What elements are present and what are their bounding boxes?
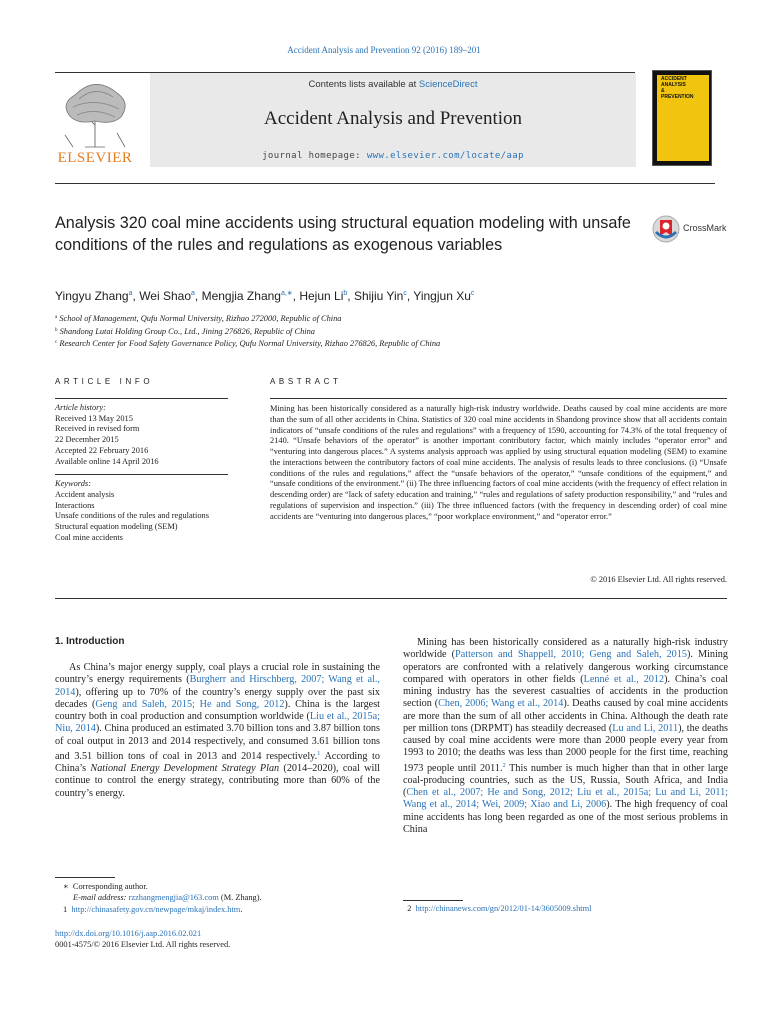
body-column-left: As China’s major energy supply, coal plays a crucial role in sustaining the country’s energy requirements (Burgherr and Hirschberg, 2007; Wang et al., 2014), offering up to 70% of the country’s energy supply over the past six decades (Geng and Saleh, 2015; He and Song, 2012). China is the largest country both in coal production and consumption worldwide (Liu et al., 2015a; Niu, 2014). China produced an estimated 3.70 billion tons and 3.87 billion tons of coal output in 2013 and 2014 respectively, and consumed 3.61 billion tons and 3.51 billion tons of coal in 2013 and 2014 respectively.$^1$ According to China’s National Energy Development Strategy Plan (2014–2020), coal will continue to control the energy strategy, contributing more than 60% of the country’s energy. bbox=[55, 662, 380, 799]
author-affiliation-mark: b bbox=[343, 290, 348, 297]
journal-homepage-line: journal homepage: www.elsevier.com/locate/aap bbox=[262, 151, 524, 161]
abstract-text: Mining has been historically considered as a naturally high-risk industry worldwide. Deaths caused by coal mine accidents are more than the sum of all other accidents in China. Statistics of 320 coal mine accidents in Shandong province show that all accidents contain indicators of “unsafe conditions of the rules and regulations” with a frequency of 1590, accounting for 74.3% of the total frequency of 2140. “Unsafe behaviors of the operator” is another important contributory factor, which mainly includes “operator error” and “venturing into dangerous places.” A systems analysis approach was applied by using structural equation modeling (SEM) to examine the interactions between the contributory factors of coal mine accidents. The analysis of results leads to three conclusions. (i) “Unsafe conditions of the rules and regulations,” affect the “unsafe behaviors of the operator,” “unsafe conditions of the equipment,” and “unsafe conditions of the environment.” (ii) The three influencing factors of coal mine accidents (with the frequency of effect relation in descending order) are “lack of safety education and training,” “rules and regulations of safety production responsibility,” and “rules and regulations of supervision and inspection.” (iii) The three influenced factors (with the frequency in descending order) of coal mine accidents are “venturing into dangerous places,” “poor workplace environment,” and “operator error.” bbox=[270, 404, 727, 521]
journal-cover-thumbnail[interactable] bbox=[652, 70, 712, 166]
author-name: Mengjia Zhang bbox=[201, 289, 281, 303]
journal-homepage-link[interactable]: www.elsevier.com/locate/aap bbox=[366, 151, 524, 161]
email-note: E-mail address: rzzhangmengjia@163.com (M. Zhang). bbox=[73, 893, 262, 903]
citation-link[interactable]: Liu et al., 2015a; Niu, 2014 bbox=[55, 711, 380, 735]
banner-bottom-rule bbox=[55, 183, 715, 184]
author-name: Yingyu Zhang bbox=[55, 289, 129, 303]
affiliation-item: $^a$ School of Management, Qufu Normal University, Rizhao 272000, Republic of China bbox=[55, 314, 342, 323]
footnotes-left bbox=[55, 881, 262, 915]
author-name: Yingjun Xu bbox=[413, 289, 471, 303]
doi-link[interactable]: http://dx.doi.org/10.1016/j.aap.2016.02.021 bbox=[55, 929, 202, 938]
elsevier-wordmark[interactable]: ELSEVIER bbox=[57, 150, 133, 166]
footnote-rule-left bbox=[55, 877, 115, 878]
author-name: Wei Shao bbox=[139, 289, 191, 303]
corresponding-author-note: ∗ Corresponding author. bbox=[63, 882, 148, 891]
keyword-item: Structural equation modeling (SEM) bbox=[55, 522, 178, 532]
footnote-1-link[interactable]: http://chinasafety.gov.cn/newpage/mkaj/index.htm bbox=[71, 904, 241, 914]
history-item: Received in revised form bbox=[55, 424, 140, 434]
affiliation-item: $^c$ Research Center for Food Safety Governance Policy, Qufu Normal University, Rizhao 276826, Republic of China bbox=[55, 339, 441, 348]
keyword-item: Interactions bbox=[55, 500, 95, 510]
citation-link[interactable]: Geng and Saleh, 2015; He and Song, 2012 bbox=[95, 698, 285, 710]
abstract-copyright: © 2016 Elsevier Ltd. All rights reserved. bbox=[590, 575, 727, 584]
journal-reference[interactable]: Accident Analysis and Prevention 92 (2016) 189–201 bbox=[287, 45, 481, 55]
crossmark-label: CrossMark bbox=[683, 223, 727, 233]
keywords-label: Keywords: bbox=[55, 479, 91, 489]
crossmark-icon bbox=[652, 214, 680, 244]
abstract-heading: ABSTRACT bbox=[270, 377, 342, 386]
citation-link[interactable]: Chen et al., 2007; He and Song, 2012; Liu et al., 2015a; Lu and Li, 2011; Wang et al., 2014; Wei, 2009; Xiao and Li, 2006 bbox=[403, 787, 728, 811]
citation-link[interactable]: Chen, 2006; Wang et al., 2014 bbox=[438, 698, 564, 710]
sciencedirect-link[interactable]: ScienceDirect bbox=[418, 79, 478, 90]
keyword-item: Accident analysis bbox=[55, 489, 115, 499]
history-label: Article history: bbox=[55, 403, 106, 412]
section-heading-introduction: 1. Introduction bbox=[55, 636, 125, 647]
cover-title: ACCIDENT ANALYSIS & PREVENTION bbox=[661, 76, 694, 100]
author-list: Yingyu Zhang$^a$, Wei Shao$^a$, Mengjia Zhang$^{a,∗}$, Hejun Li$^b$, Shijiu Yin$^c$, Yingjun Xu$^c$ bbox=[55, 289, 475, 303]
footnote-ref[interactable]: 2 bbox=[502, 761, 506, 769]
history-item: 22 December 2015 bbox=[55, 435, 119, 445]
crossmark-badge[interactable] bbox=[652, 214, 732, 244]
author-affiliation-mark: c bbox=[470, 290, 475, 297]
author-affiliation-mark: c bbox=[403, 290, 407, 297]
article-info-rule bbox=[55, 398, 228, 399]
article-info-block bbox=[55, 403, 230, 543]
history-item: Accepted 22 February 2016 bbox=[55, 445, 149, 455]
author-name: Hejun Li bbox=[299, 289, 344, 303]
author-affiliation-mark: a,∗ bbox=[280, 290, 293, 297]
keyword-item: Unsafe conditions of the rules and regulations bbox=[55, 511, 209, 521]
author-affiliation-mark: a bbox=[191, 290, 195, 297]
author-name: Shijiu Yin bbox=[353, 289, 404, 303]
history-item: Available online 14 April 2016 bbox=[55, 456, 159, 466]
footnote-rule-right bbox=[403, 900, 463, 901]
article-info-heading: ARTICLE INFO bbox=[55, 377, 154, 386]
doi-block bbox=[55, 928, 230, 951]
body-column-right: Mining has been historically considered as a naturally high-risk industry worldwide (Patterson and Shappell, 2010; Geng and Saleh, 2015). Mining operators are confronted with a relatively dangerous working circumstance compared with operators in other fields (Lenné et al., 2012). China’s coal mining industry has the severest casualties of accidents in the production section (Chen, 2006; Wang et al., 2014). Deaths caused by coal mine accidents are more than the sum of all other accidents in China. Although the death rate per million tons (DRPMT) has steadily decreased (Lu and Li, 2011), the deaths caused by coal mine accidents were more than 2000 people every year from 1993 to 2010; the deaths was less than 2000 people for the first time, reaching 1973 people until 2011.$^2$ This number is much higher than that in other large coal-producing countries, such as the US, Russia, South Africa, and India (Chen et al., 2007; He and Song, 2012; Liu et al., 2015a; Lu and Li, 2011; Wang et al., 2014; Wei, 2009; Xiao and Li, 2006). The high frequency of coal mine accidents has long been regarded as one of the most serious problems in China bbox=[403, 637, 729, 835]
affiliations bbox=[55, 312, 440, 350]
citation-link[interactable]: Burgherr and Hirschberg, 2007; Wang et al., 2014 bbox=[55, 674, 380, 698]
citation-link[interactable]: Lenné et al., 2012 bbox=[583, 673, 665, 685]
footnote-2: 2 http://chinanews.com/gn/2012/01-14/3605009.shtml bbox=[407, 904, 592, 913]
journal-title: Accident Analysis and Prevention bbox=[263, 108, 523, 129]
author-affiliation-mark: a bbox=[128, 290, 133, 297]
article-title: Analysis 320 coal mine accidents using structural equation modeling with unsafe conditions of the rules and regulations as exogenous variables bbox=[55, 214, 631, 254]
issn-line: 0001-4575/© 2016 Elsevier Ltd. All rights reserved. bbox=[55, 940, 231, 950]
citation-link[interactable]: Patterson and Shappell, 2010; Geng and Saleh, 2015 bbox=[455, 649, 687, 661]
footnote-2-link[interactable]: http://chinanews.com/gn/2012/01-14/3605009.shtml bbox=[415, 904, 592, 913]
contents-available-line: Contents lists available at ScienceDirect bbox=[308, 79, 478, 90]
footnote-ref[interactable]: 1 bbox=[317, 749, 321, 757]
citation-link[interactable]: Lu and Li, 2011 bbox=[612, 722, 679, 734]
abstract-bottom-rule bbox=[55, 598, 727, 599]
info-divider bbox=[55, 474, 228, 475]
footnote-1: 1 http://chinasafety.gov.cn/newpage/mkaj/index.htm. bbox=[63, 904, 243, 914]
affiliation-item: $^b$ Shandong Lutai Holding Group Co., Ltd., Jining 276826, Republic of China bbox=[55, 326, 315, 336]
history-item: Received 13 May 2015 bbox=[55, 413, 133, 423]
keyword-item: Coal mine accidents bbox=[55, 532, 123, 542]
email-link[interactable]: rzzhangmengjia@163.com bbox=[128, 893, 219, 903]
abstract-rule bbox=[270, 398, 727, 399]
